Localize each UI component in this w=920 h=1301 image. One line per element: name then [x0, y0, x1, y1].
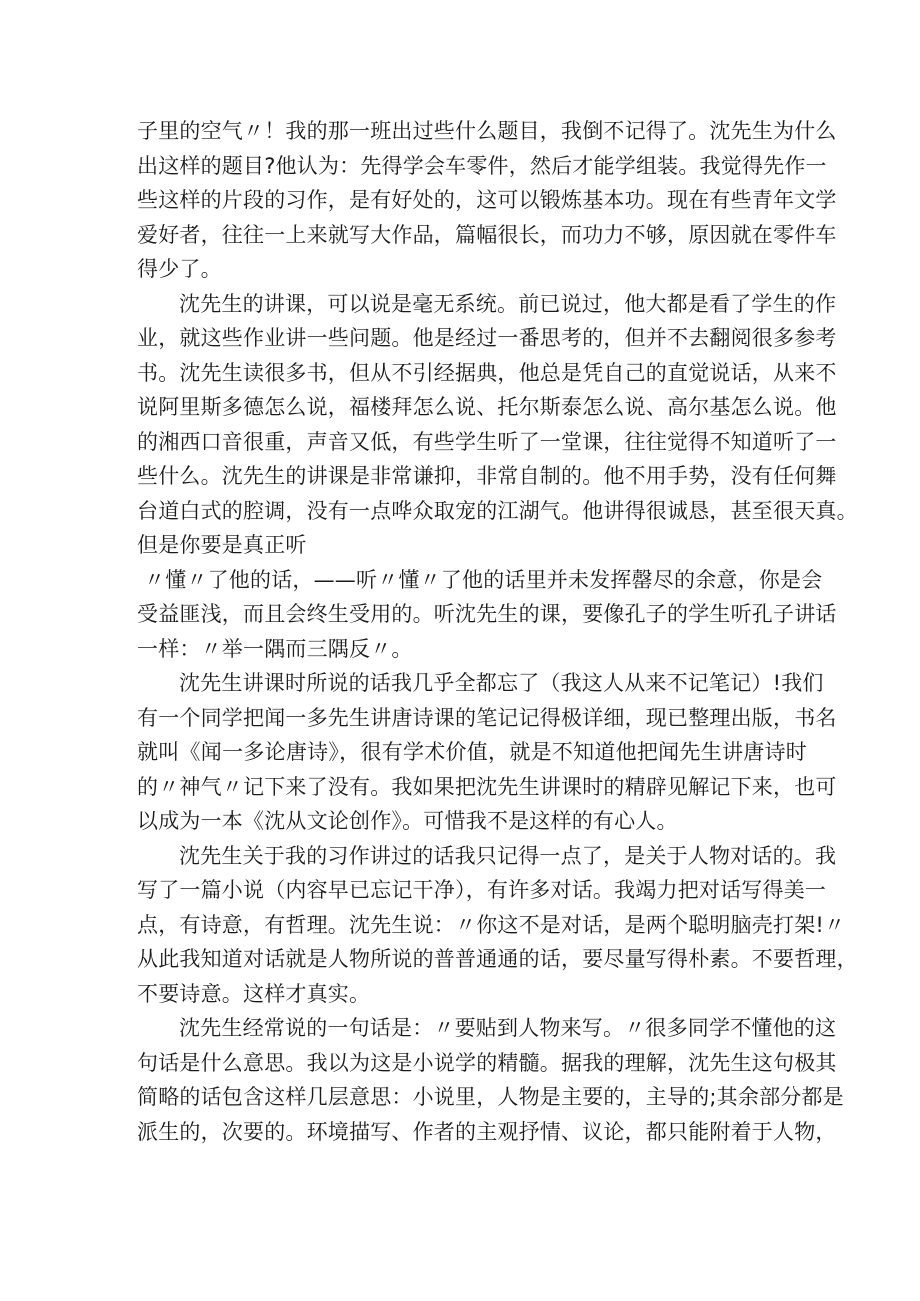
text-line: 就叫《闻一多论唐诗》，很有学术价值，就是不知道他把闻先生讲唐诗时 — [137, 740, 807, 764]
text-line: 派生的，次要的。环境描写、作者的主观抒情、议论，都只能附着于人物， — [137, 1119, 837, 1144]
text-line: 一样：〃举一隅而三隅反〃。 — [137, 636, 413, 661]
text-line: 的〃神气〃记下来了没有。我如果把沈先生讲课时的精辟见解记下来，也可 — [137, 774, 837, 799]
text-line: 沈先生关于我的习作讲过的话我只记得一点了，是关于人物对话的。我 — [179, 843, 837, 868]
text-line: 写了一篇小说（内容早已忘记干净），有许多对话。我竭力把对话写得美一 — [137, 878, 827, 902]
text-line: 的湘西口音很重，声音又低，有些学生听了一堂课，往往觉得不知道听了一 — [137, 429, 837, 454]
text-line: 不要诗意。这样才真实。 — [137, 981, 371, 1006]
text-line: 书。沈先生读很多书，但从不引经据典，他总是凭自己的直觉说话，从来不 — [137, 360, 837, 385]
paragraph — [137, 1011, 844, 1149]
text-line: 业，就这些作业讲一些问题。他是经过一番思考的，但并不去翻阅很多参考 — [137, 326, 837, 350]
text-line: 句话是什么意思。我以为这是小说学的精髓。据我的理解，沈先生这句极其 — [137, 1050, 837, 1075]
text-line: 爱好者，往往一上来就写大作品，篇幅很长，而功力不够，原因就在零件车 — [137, 222, 837, 247]
text-line: 说阿里斯多德怎么说，福楼拜怎么说、托尔斯泰怎么说、高尔基怎么说。他 — [137, 395, 837, 419]
text-line: 点，有诗意，有哲理。沈先生说：〃你这不是对话，是两个聪明脑壳打架!〃 — [137, 912, 846, 937]
text-line: 台道白式的腔调，没有一点哗众取宠的江湖气。他讲得很诚恳，甚至很天真。 — [137, 498, 858, 523]
text-line: 沈先生经常说的一句话是：〃要贴到人物来写。〃很多同学不懂他的这 — [179, 1016, 837, 1040]
text-line: 些什么。沈先生的讲课是非常谦抑，非常自制的。他不用手势，没有任何舞 — [137, 464, 837, 488]
text-line: 子里的空气〃！我的那一班出过些什么题目，我倒不记得了。沈先生为什么 — [137, 119, 837, 143]
text-line: 简略的话包含这样几层意思：小说里，人物是主要的，主导的;其余部分都是 — [137, 1085, 844, 1109]
paragraph — [137, 666, 837, 839]
text-line: 出这样的题目?他认为：先得学会车零件，然后才能学组装。我觉得先作一 — [137, 153, 827, 178]
text-line: 些这样的片段的习作，是有好处的，这可以锻炼基本功。现在有些青年文学 — [137, 188, 837, 212]
text-line: 得少了。 — [137, 257, 222, 281]
paragraph — [137, 287, 858, 667]
paragraph — [137, 839, 858, 1012]
text-line: 从此我知道对话就是人物所说的普普通通的话，要尽量写得朴素。不要哲理， — [137, 947, 858, 971]
text-line: 受益匪浅，而且会终生受用的。听沈先生的课，要像孔子的学生听孔子讲话 — [137, 602, 837, 626]
text-line: 沈先生的讲课，可以说是毫无系统。前已说过，他大都是看了学生的作 — [179, 291, 837, 316]
text-line: 但是你要是真正听 — [137, 533, 307, 557]
text-line: 沈先生讲课时所说的话我几乎全都忘了（我这人从来不记笔记）!我们 — [179, 671, 824, 695]
paragraph — [137, 114, 837, 287]
document-body — [137, 114, 858, 1149]
text-line: 有一个同学把闻一多先生讲唐诗课的笔记记得极详细，现已整理出版，书名 — [137, 705, 837, 730]
text-line: 以成为一本《沈从文论创作》。可惜我不是这样的有心人。 — [137, 809, 678, 833]
text-line: 〃懂〃了他的话，——听〃懂〃了他的话里并未发挥罄尽的余意，你是会 — [144, 567, 823, 592]
